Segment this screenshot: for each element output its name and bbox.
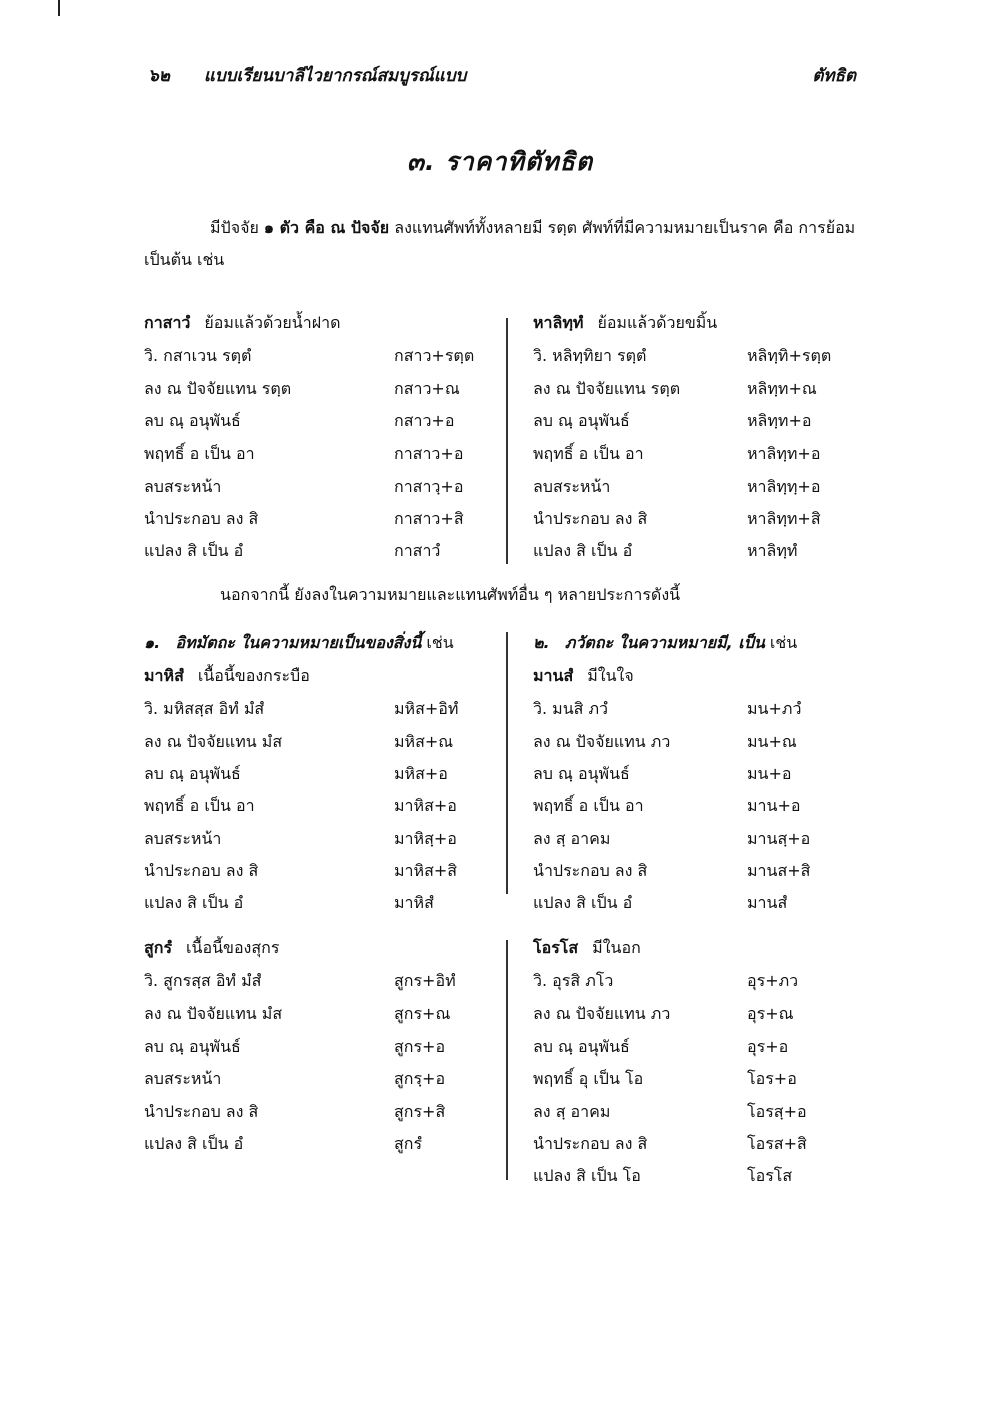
example-mahisam: ๑. อิทมัตถะ ในความหมายเป็นของสิ่งนี้ เช่น มาหิสํ เนื้อนี้ของกระบือ วิ. มหิสสฺส อิทํ มํสํ มหิส+อิทํ ลง ณ ปัจจัยแทน มํส มหิส+ณ ลบ ณฺ อนุพันธ์ มหิส+อ พฤทธิ์ อ เป็น อา มาหิส+อ ลบสระหน้า มาหิสฺ+อ นำประกอบ ลง สิ มาหิส+สิ แปลง สิ เป็น อํ มาหิสํ <box>144 633 459 912</box>
intro-text-2: ลงแทนศัพท์ทั้งหลายมี รตฺต ศัพท์ที่มีความหมายเป็นราค คือ การย้อมเป็นต้น เช่น <box>144 218 856 269</box>
section-1-heading: ๑. อิทมัตถะ ในความหมายเป็นของสิ่งนี้ เช่น <box>144 633 454 652</box>
intro-bold: ๑ ตัว คือ ณ ปัจจัย <box>263 218 390 237</box>
section-2-heading: ๒. ภวัตถะ ในความหมายมี, เป็น เช่น <box>533 633 798 652</box>
column-divider <box>506 632 508 894</box>
example-oraso: โอรโส มีในอก วิ. อุรสิ ภโว อุร+ภว ลง ณ ปัจจัยแทน ภว อุร+ณ ลบ ณฺ อนุพันธ์ อุร+อ พฤทธิ์ อุ เป็น โอ โอร+อ ลง สฺ อาคม โอรสฺ+อ นำประกอบ ลง สิ โอรส+สิ แปลง สิ เป็น โอ โอรโส <box>533 938 807 1185</box>
section-name: ตัทธิต <box>812 66 856 86</box>
example-heading: โอรโส มีในอก <box>533 938 641 957</box>
page-number: ๖๒ <box>148 66 170 86</box>
example-manasam: ๒. ภวัตถะ ในความหมายมี, เป็น เช่น มานสํ มีในใจ วิ. มนสิ ภวํ มน+ภวํ ลง ณ ปัจจัยแทน ภว มน+ณ ลบ ณฺ อนุพันธ์ มน+อ พฤทธิ์ อ เป็น อา มาน+อ ลง สฺ อาคม มานสฺ+อ นำประกอบ ลง สิ มานส+สิ แปลง สิ เป็น อํ มานสํ <box>533 633 811 912</box>
example-heading: กาสาวํ ย้อมแล้วด้วยน้ำฝาด <box>144 313 341 332</box>
example-haliddam: หาลิทฺทํ ย้อมแล้วด้วยขมิ้น วิ. หลิทฺทิยา รตฺตํ หลิทฺทิ+รตฺต ลง ณ ปัจจัยแทน รตฺต หลิทฺท+ณ ลบ ณฺ อนุพันธ์ หลิทฺท+อ พฤทธิ์ อ เป็น อา หาลิทฺท+อ ลบสระหน้า หาลิทฺทฺ+อ นำประกอบ ลง สิ หาลิทฺท+สิ แปลง สิ เป็น อํ หาลิทฺทํ <box>533 313 832 560</box>
example-kasavam: กาสาวํ ย้อมแล้วด้วยน้ำฝาด วิ. กสาเวน รตฺตํ กสาว+รตฺต ลง ณ ปัจจัยแทน รตฺต กสาว+ณ ลบ ณฺ อนุพันธ์ กสาว+อ พฤทธิ์ อ เป็น อา กาสาว+อ ลบสระหน้า กาสาวฺ+อ นำประกอบ ลง สิ กาสาว+สิ แปลง สิ เป็น อํ กาสาวํ <box>144 313 475 560</box>
example-sukaram: สูกรํ เนื้อนี้ของสุกร วิ. สูกรสฺส อิทํ มํสํ สูกร+อิทํ ลง ณ ปัจจัยแทน มํส สูกร+ณ ลบ ณฺ อนุพันธ์ สูกร+อ ลบสระหน้า สูกรฺ+อ นำประกอบ ลง สิ สูกร+สิ แปลง สิ เป็น อํ สูกรํ <box>144 938 456 1153</box>
example-heading: สูกรํ เนื้อนี้ของสุกร <box>144 938 280 957</box>
example-heading: มานสํ มีในใจ <box>533 666 634 685</box>
example-heading: หาลิทฺทํ ย้อมแล้วด้วยขมิ้น <box>533 313 718 332</box>
middle-text: นอกจากนี้ ยังลงในความหมายและแทนศัพท์อื่น ๆ หลายประการดังนี้ <box>220 585 681 604</box>
page-title: ๓. ราคาทิตัทธิต <box>406 147 594 176</box>
intro-paragraph <box>144 212 864 276</box>
intro-text-1: มีปัจจัย <box>210 218 264 237</box>
running-header <box>148 62 466 89</box>
book-title: แบบเรียนบาลีไวยากรณ์สมบูรณ์แบบ <box>203 66 467 86</box>
example-heading: มาหิสํ เนื้อนี้ของกระบือ <box>144 666 310 685</box>
scan-edge-mark <box>58 0 60 16</box>
column-divider <box>506 940 508 1180</box>
column-divider <box>506 318 508 564</box>
